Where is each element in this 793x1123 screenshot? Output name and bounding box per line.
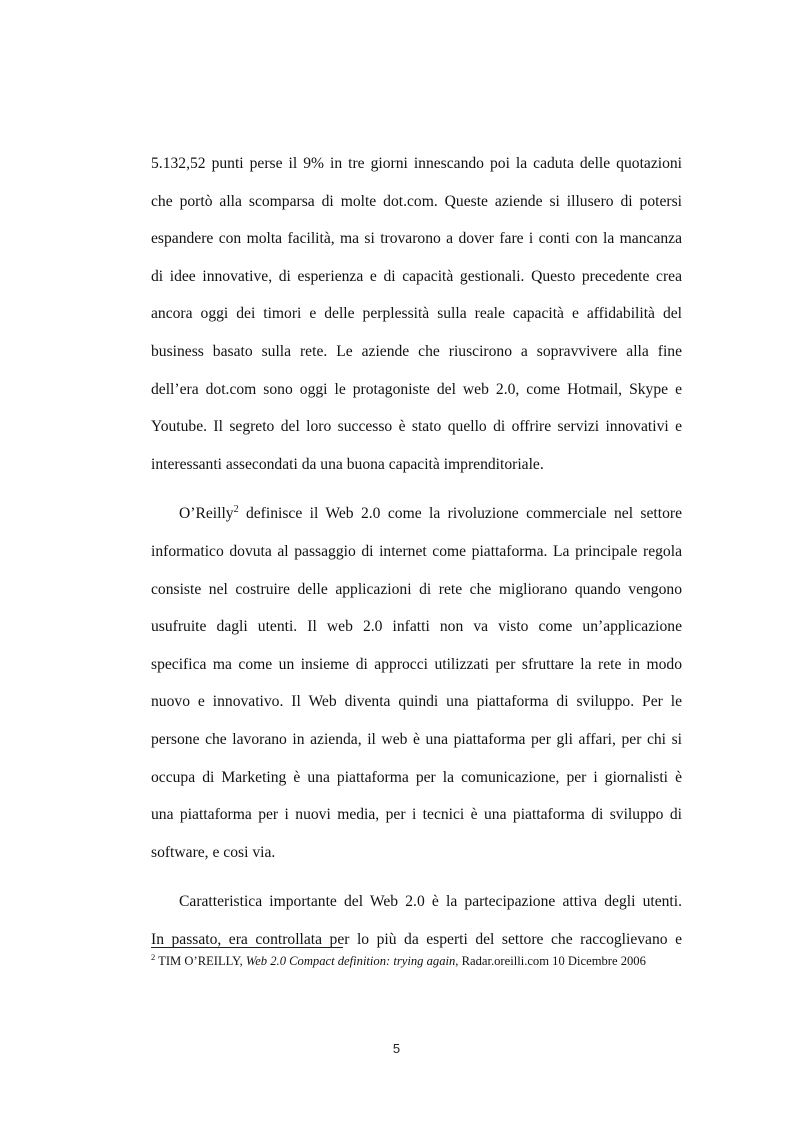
text-line: Youtube. Il segreto del loro successo è stato quello di offrire servizi innovativi e — [151, 418, 682, 436]
text-line-first — [151, 883, 682, 921]
text-line: espandere con molta facilità, ma si trovarono a dover fare i conti con la mancanza — [151, 230, 682, 248]
text-line: occupa di Marketing è una piattaforma per la comunicazione, per i giornalisti è — [151, 768, 682, 786]
text-line: ancora oggi dei timori e delle perplessità sulla reale capacità e affidabilità del — [151, 305, 682, 323]
text-line: informatico dovuta al passaggio di internet come piattaforma. La principale regola — [151, 542, 682, 560]
footnote-title: Web 2.0 Compact definition: trying again — [245, 954, 456, 968]
text-line: interessanti assecondati da una buona capacità imprenditoriale. — [151, 455, 544, 473]
text-line: dell’era dot.com sono oggi le protagoniste del web 2.0, come Hotmail, Skype e — [151, 380, 682, 398]
text-line: una piattaforma per i nuovi media, per i tecnici è una piattaforma di sviluppo di — [151, 806, 682, 824]
text-line: persone che lavorano in azienda, il web è una piattaforma per gli affari, per chi si — [151, 730, 682, 748]
text-line: 5.132,52 punti perse il 9% in tre giorni innescando poi la caduta delle quotazioni — [151, 155, 682, 172]
text-line: specifica ma come un insieme di approcci utilizzati per sfruttare la rete in modo — [151, 655, 682, 673]
paragraph-1 — [151, 145, 682, 483]
text-fragment: O’Reilly — [179, 505, 234, 523]
text-line-first — [151, 495, 682, 533]
footnote-separator — [151, 947, 343, 948]
text-line: In passato, era controllata per lo più da esperti del settore che raccoglievano e — [151, 930, 682, 948]
body-text — [151, 145, 682, 958]
text-fragment: definisce il Web 2.0 come la rivoluzione commerciale nel settore — [238, 505, 682, 523]
page-number: 5 — [392, 1041, 401, 1056]
text-line: che portò alla scomparsa di molte dot.com. Queste aziende si illusero di potersi — [151, 192, 682, 210]
text-line: consiste nel costruire delle applicazioni di rete che migliorano quando vengono — [151, 580, 682, 598]
text-line: usufruite dagli utenti. Il web 2.0 infatti non va visto come un’applicazione — [151, 618, 682, 636]
footnote-author: TIM O’REILLY, — [155, 954, 246, 968]
text-line: nuovo e innovativo. Il Web diventa quindi una piattaforma di sviluppo. Per le — [151, 693, 682, 711]
paragraph-2 — [151, 495, 682, 871]
footnote-reference[interactable]: 2 — [233, 504, 239, 516]
text-line: business basato sulla rete. Le aziende che riuscirono a sopravvivere alla fine — [151, 342, 682, 360]
text-fragment: Caratteristica importante del Web 2.0 è la partecipazione attiva degli utenti. — [179, 893, 682, 911]
text-line: software, e cosi via. — [151, 843, 276, 861]
text-line: di idee innovative, di esperienza e di capacità gestionali. Questo precedente crea — [151, 267, 682, 285]
footnote — [151, 954, 691, 969]
footnote-source: , Radar.oreilli.com 10 Dicembre 2006 — [455, 954, 646, 968]
footnote-number: 2 — [151, 952, 156, 962]
